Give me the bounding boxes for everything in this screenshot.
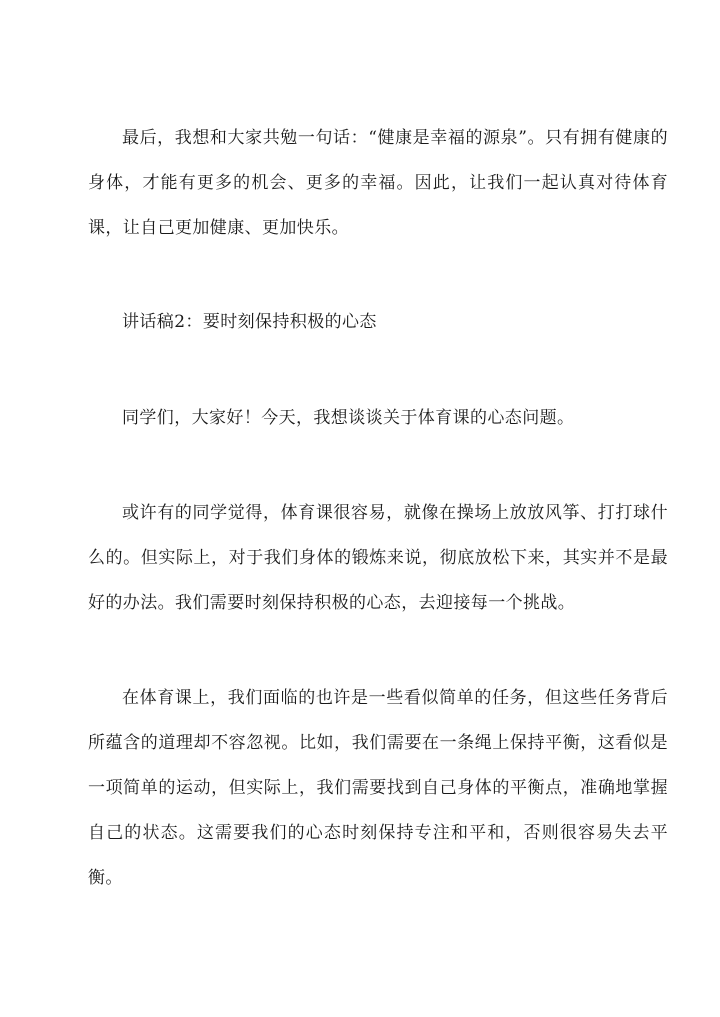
closing-paragraph: 最后，我想和大家共勉一句话：“健康是幸福的源泉”。只有拥有健康的身体，才能有更多的机会、更多的幸福。因此，让我们一起认真对待体育课，让自己更加健康、更加快乐。: [88, 128, 668, 238]
body-paragraph: 或许有的同学觉得，体育课很容易，就像在操场上放放风筝、打打球什么的。但实际上，对于我们身体的锻炼来说，彻底放松下来，其实并不是最好的办法。我们需要时刻保持积极的心态，去迎接每一个挑战。: [88, 503, 668, 613]
body-paragraph: 在体育课上，我们面临的也许是一些看似简单的任务，但这些任务背后所蕴含的道理却不容忽视。比如，我们需要在一条绳上保持平衡，这看似是一项简单的运动，但实际上，我们需要找到自己身体的平衡点，准确地掌握自己的状态。这需要我们的心态时刻保持专注和平和，否则很容易失去平衡。: [88, 688, 668, 888]
speech-heading: 讲话稿2：要时刻保持积极的心态: [122, 312, 377, 332]
greeting-paragraph: 同学们，大家好！今天，我想谈谈关于体育课的心态问题。: [122, 408, 575, 428]
